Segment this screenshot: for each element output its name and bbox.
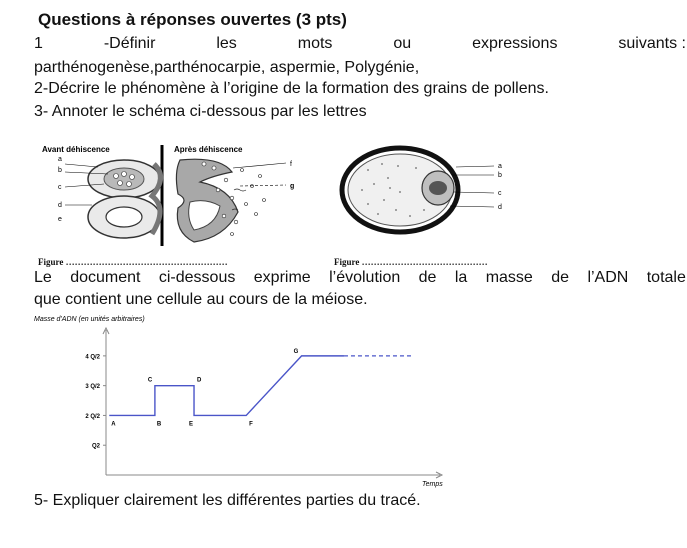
dna-mass-line xyxy=(109,356,344,416)
question-1-terms: parthénogenèse,parthénocarpie, aspermie, Polygénie, xyxy=(34,59,420,76)
intro-word: de xyxy=(418,269,437,286)
point-label-g: G xyxy=(293,348,299,355)
before-dehiscence-label: Avant déhiscence xyxy=(42,145,110,154)
intro-word: document xyxy=(70,269,141,286)
question-2: 2-Décrire le phénomène à l’origine de la formation des grains de pollens. xyxy=(34,80,549,97)
point-label-f: F xyxy=(249,421,253,428)
nucleolus xyxy=(429,181,447,195)
label-d: d xyxy=(498,204,502,211)
y-axis-label: Masse d'ADN (en unités arbitraires) xyxy=(34,316,145,323)
label-e: e xyxy=(58,216,62,223)
label-d: d xyxy=(58,202,62,209)
y-tick-label: 4 Q/2 xyxy=(85,354,100,361)
q1-word: mots xyxy=(297,35,333,52)
intro-word: masse xyxy=(485,269,533,286)
label-c: c xyxy=(58,184,62,191)
intro-word: de xyxy=(551,269,570,286)
q1-word: suivants : xyxy=(618,35,686,52)
label-f: f xyxy=(290,161,292,168)
x-axis-label: Temps xyxy=(422,481,443,488)
intro-word: l’ADN xyxy=(587,269,629,286)
label-b: b xyxy=(58,167,62,174)
intro-word: la xyxy=(454,269,468,286)
y-tick-label: 3 Q/2 xyxy=(85,384,100,391)
intro-word: l’évolution xyxy=(329,269,401,286)
point-label-d: D xyxy=(197,377,202,384)
label-c: c xyxy=(498,190,502,197)
point-label-a: A xyxy=(111,421,116,428)
document-intro-line-1 xyxy=(34,269,686,287)
pollen-sac-lower xyxy=(106,207,142,227)
anther-diagram xyxy=(28,142,328,268)
point-label-c: C xyxy=(147,377,153,384)
q1-word: -Définir xyxy=(103,35,156,52)
question-5: 5- Expliquer clairement les différentes parties du tracé. xyxy=(34,492,421,509)
pollen-sac-diagram xyxy=(338,144,518,244)
exercise-heading: Questions à réponses ouvertes (3 pts) xyxy=(38,10,347,29)
y-tick-label: 2 Q/2 xyxy=(85,413,100,420)
after-dehiscence-label: Après déhiscence xyxy=(174,145,243,154)
point-label-b: B xyxy=(156,421,162,428)
dehisced-anther xyxy=(176,159,238,242)
label-a: a xyxy=(58,156,62,163)
point-label-e: E xyxy=(189,421,194,428)
q1-word: 1 xyxy=(34,35,43,52)
dna-mass-chart xyxy=(30,312,450,490)
y-tick-label: Q2 xyxy=(91,443,100,450)
q1-word: ou xyxy=(393,35,412,52)
label-g: g xyxy=(290,183,295,190)
figure-1-caption: Figure ……………………………………………… xyxy=(38,257,228,267)
intro-word: exprime xyxy=(253,269,311,286)
intro-word: Le xyxy=(34,269,52,286)
document-intro-line-2: que contient une cellule au cours de la méiose. xyxy=(34,291,368,308)
label-b: b xyxy=(498,172,502,179)
intro-word: ci-dessous xyxy=(158,269,236,286)
question-1-line xyxy=(34,35,686,53)
q1-word: les xyxy=(216,35,237,52)
q1-word: expressions xyxy=(472,35,558,52)
figure-2-caption: Figure …………………………………… xyxy=(334,257,488,267)
label-a: a xyxy=(498,163,502,170)
intro-word: totale xyxy=(646,269,686,286)
question-3: 3- Annoter le schéma ci-dessous par les lettres xyxy=(34,103,367,120)
